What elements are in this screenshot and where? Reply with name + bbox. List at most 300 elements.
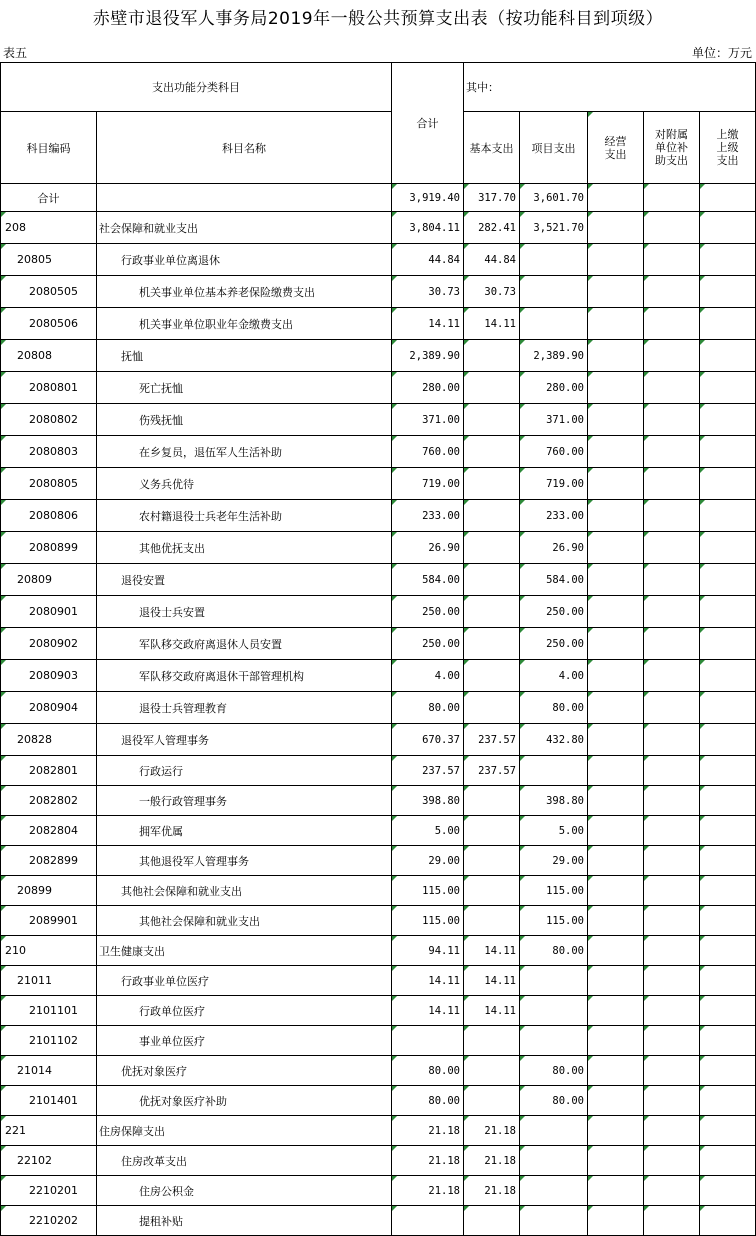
total-cell: 250.00 (392, 628, 464, 660)
project-cell: 719.00 (520, 468, 588, 500)
table-row (1, 846, 756, 876)
name-cell: 优抚对象医疗补助 (97, 1086, 392, 1116)
project-cell (520, 1176, 588, 1206)
table-row (1, 906, 756, 936)
table-row (1, 756, 756, 786)
subsidy-cell (644, 244, 700, 276)
table-row (1, 724, 756, 756)
name-cell: 退役军人管理事务 (97, 724, 392, 756)
total-cell: 29.00 (392, 846, 464, 876)
operating-cell (588, 936, 644, 966)
upper-cell (700, 340, 756, 372)
operating-cell (588, 308, 644, 340)
project-cell: 250.00 (520, 596, 588, 628)
operating-cell (588, 692, 644, 724)
name-cell: 机关事业单位基本养老保险缴费支出 (97, 276, 392, 308)
subsidy-cell (644, 1176, 700, 1206)
code-cell: 2080901 (1, 596, 97, 628)
code-cell: 2080803 (1, 436, 97, 468)
name-cell: 其他社会保障和就业支出 (97, 876, 392, 906)
subsidy-cell (644, 628, 700, 660)
table-row (1, 628, 756, 660)
upper-cell (700, 212, 756, 244)
subsidy-cell (644, 532, 700, 564)
basic-cell (464, 404, 520, 436)
code-cell: 2101101 (1, 996, 97, 1026)
basic-cell (464, 692, 520, 724)
upper-cell (700, 1086, 756, 1116)
project-cell (520, 996, 588, 1026)
operating-cell (588, 1026, 644, 1056)
upper-cell (700, 244, 756, 276)
table-row (1, 1146, 756, 1176)
operating-cell (588, 596, 644, 628)
project-cell: 80.00 (520, 936, 588, 966)
upper-cell (700, 816, 756, 846)
operating-cell (588, 404, 644, 436)
code-cell: 221 (1, 1116, 97, 1146)
basic-cell (464, 846, 520, 876)
operating-cell (588, 244, 644, 276)
total-cell: 30.73 (392, 276, 464, 308)
subsidy-cell (644, 1116, 700, 1146)
code-cell: 2082804 (1, 816, 97, 846)
upper-cell (700, 1116, 756, 1146)
of-which-header: 其中： (464, 63, 756, 112)
upper-cell (700, 372, 756, 404)
upper-cell (700, 936, 756, 966)
code-cell: 2080899 (1, 532, 97, 564)
table-row (1, 244, 756, 276)
basic-cell: 14.11 (464, 936, 520, 966)
operating-cell (588, 966, 644, 996)
project-cell: 398.80 (520, 786, 588, 816)
project-cell: 432.80 (520, 724, 588, 756)
code-cell: 20828 (1, 724, 97, 756)
basic-cell: 317.70 (464, 184, 520, 212)
name-cell: 伤残抚恤 (97, 404, 392, 436)
project-cell (520, 756, 588, 786)
project-cell: 760.00 (520, 436, 588, 468)
total-cell: 80.00 (392, 1056, 464, 1086)
upper-cell (700, 596, 756, 628)
name-cell: 军队移交政府离退休干部管理机构 (97, 660, 392, 692)
subsidy-cell (644, 564, 700, 596)
upper-cell (700, 724, 756, 756)
total-cell: 14.11 (392, 996, 464, 1026)
project-cell: 5.00 (520, 816, 588, 846)
name-cell: 行政运行 (97, 756, 392, 786)
upper-cell (700, 692, 756, 724)
upper-cell (700, 846, 756, 876)
basic-cell (464, 532, 520, 564)
name-cell: 住房保障支出 (97, 1116, 392, 1146)
total-cell: 670.37 (392, 724, 464, 756)
basic-cell: 282.41 (464, 212, 520, 244)
subsidy-cell (644, 966, 700, 996)
subsidy-cell (644, 786, 700, 816)
code-cell: 2080902 (1, 628, 97, 660)
upper-cell (700, 1056, 756, 1086)
code-cell: 2210201 (1, 1176, 97, 1206)
table-row (1, 340, 756, 372)
total-cell: 115.00 (392, 876, 464, 906)
total-cell: 80.00 (392, 1086, 464, 1116)
code-cell: 2080802 (1, 404, 97, 436)
table-row (1, 660, 756, 692)
code-cell: 2089901 (1, 906, 97, 936)
total-cell: 2,389.90 (392, 340, 464, 372)
operating-cell (588, 184, 644, 212)
name-cell: 住房公积金 (97, 1176, 392, 1206)
basic-cell: 14.11 (464, 996, 520, 1026)
code-cell: 2080506 (1, 308, 97, 340)
operating-cell (588, 212, 644, 244)
name-cell: 机关事业单位职业年金缴费支出 (97, 308, 392, 340)
basic-cell: 14.11 (464, 308, 520, 340)
total-cell: 14.11 (392, 966, 464, 996)
basic-cell (464, 436, 520, 468)
operating-cell (588, 876, 644, 906)
basic-cell (464, 1206, 520, 1236)
project-cell (520, 308, 588, 340)
total-cell (392, 1206, 464, 1236)
name-cell: 拥军优属 (97, 816, 392, 846)
subsidy-cell (644, 1206, 700, 1236)
table-number: 表五 (3, 46, 28, 60)
subsidy-cell (644, 276, 700, 308)
total-cell: 26.90 (392, 532, 464, 564)
upper-cell (700, 532, 756, 564)
total-cell: 250.00 (392, 596, 464, 628)
operating-cell (588, 846, 644, 876)
total-cell: 5.00 (392, 816, 464, 846)
basic-cell: 21.18 (464, 1116, 520, 1146)
name-cell: 农村籍退役士兵老年生活补助 (97, 500, 392, 532)
code-cell: 2082802 (1, 786, 97, 816)
project-cell: 80.00 (520, 1086, 588, 1116)
subsidy-cell (644, 756, 700, 786)
upper-cell (700, 500, 756, 532)
code-cell: 2080801 (1, 372, 97, 404)
subsidy-cell (644, 596, 700, 628)
code-cell: 合计 (1, 184, 97, 212)
basic-cell (464, 500, 520, 532)
project-cell (520, 1026, 588, 1056)
unit-label: 单位：万元 (691, 46, 752, 60)
name-cell: 行政事业单位离退休 (97, 244, 392, 276)
code-cell: 20805 (1, 244, 97, 276)
name-cell: 行政事业单位医疗 (97, 966, 392, 996)
subsidy-cell (644, 500, 700, 532)
code-cell: 2082899 (1, 846, 97, 876)
code-cell: 2101401 (1, 1086, 97, 1116)
basic-cell (464, 1056, 520, 1086)
basic-cell: 44.84 (464, 244, 520, 276)
table-row (1, 468, 756, 500)
name-cell: 住房改革支出 (97, 1146, 392, 1176)
upper-cell (700, 404, 756, 436)
table-row (1, 1026, 756, 1056)
code-cell: 2101102 (1, 1026, 97, 1056)
upper-cell (700, 756, 756, 786)
total-cell: 80.00 (392, 692, 464, 724)
project-cell: 371.00 (520, 404, 588, 436)
subsidy-cell (644, 692, 700, 724)
table-row (1, 596, 756, 628)
table-row (1, 1206, 756, 1236)
upper-cell (700, 786, 756, 816)
basic-cell (464, 816, 520, 846)
table-row (1, 876, 756, 906)
project-cell: 80.00 (520, 692, 588, 724)
name-cell: 抚恤 (97, 340, 392, 372)
subsidy-cell (644, 212, 700, 244)
upper-cell (700, 436, 756, 468)
name-cell: 其他退役军人管理事务 (97, 846, 392, 876)
subsidy-cell (644, 1026, 700, 1056)
code-cell: 21011 (1, 966, 97, 996)
code-cell: 210 (1, 936, 97, 966)
total-cell: 233.00 (392, 500, 464, 532)
subsidy-cell (644, 1086, 700, 1116)
basic-cell (464, 564, 520, 596)
basic-cell: 237.57 (464, 756, 520, 786)
operating-cell (588, 276, 644, 308)
operating-cell (588, 564, 644, 596)
operating-cell (588, 1146, 644, 1176)
total-cell: 3,919.40 (392, 184, 464, 212)
name-cell: 在乡复员，退伍军人生活补助 (97, 436, 392, 468)
budget-table (0, 62, 756, 1236)
table-row (1, 1086, 756, 1116)
code-header: 科目编码 (1, 112, 97, 184)
total-cell: 94.11 (392, 936, 464, 966)
operating-cell (588, 756, 644, 786)
project-cell: 250.00 (520, 628, 588, 660)
basic-cell: 30.73 (464, 276, 520, 308)
total-cell: 21.18 (392, 1176, 464, 1206)
table-row (1, 212, 756, 244)
basic-cell (464, 786, 520, 816)
name-cell: 退役士兵安置 (97, 596, 392, 628)
project-header: 项目支出 (520, 112, 588, 184)
operating-cell (588, 436, 644, 468)
name-cell: 提租补贴 (97, 1206, 392, 1236)
subsidy-cell (644, 184, 700, 212)
table-row (1, 786, 756, 816)
project-cell: 115.00 (520, 876, 588, 906)
operating-cell (588, 1086, 644, 1116)
operating-cell (588, 724, 644, 756)
upper-cell (700, 1206, 756, 1236)
table-row (1, 308, 756, 340)
name-cell: 社会保障和就业支出 (97, 212, 392, 244)
table-row (1, 1116, 756, 1146)
total-cell: 237.57 (392, 756, 464, 786)
code-cell: 22102 (1, 1146, 97, 1176)
operating-header: 经营支出 (588, 112, 644, 184)
subsidy-cell (644, 846, 700, 876)
code-cell: 20808 (1, 340, 97, 372)
subsidy-cell (644, 468, 700, 500)
basic-cell: 237.57 (464, 724, 520, 756)
name-cell (97, 184, 392, 212)
total-cell: 21.18 (392, 1146, 464, 1176)
operating-cell (588, 468, 644, 500)
operating-cell (588, 906, 644, 936)
name-cell: 卫生健康支出 (97, 936, 392, 966)
name-cell: 其他社会保障和就业支出 (97, 906, 392, 936)
project-cell: 584.00 (520, 564, 588, 596)
upper-cell (700, 996, 756, 1026)
name-cell: 军队移交政府离退休人员安置 (97, 628, 392, 660)
code-cell: 2080505 (1, 276, 97, 308)
subsidy-cell (644, 372, 700, 404)
table-row (1, 184, 756, 212)
name-cell: 死亡抚恤 (97, 372, 392, 404)
table-row (1, 276, 756, 308)
name-cell: 其他优抚支出 (97, 532, 392, 564)
total-cell (392, 1026, 464, 1056)
total-cell: 21.18 (392, 1116, 464, 1146)
total-cell: 371.00 (392, 404, 464, 436)
subsidy-cell (644, 996, 700, 1026)
code-cell: 2080806 (1, 500, 97, 532)
table-row (1, 500, 756, 532)
subsidy-cell (644, 340, 700, 372)
basic-cell (464, 906, 520, 936)
upper-cell (700, 1146, 756, 1176)
name-cell: 义务兵优待 (97, 468, 392, 500)
basic-cell (464, 660, 520, 692)
total-cell: 4.00 (392, 660, 464, 692)
table-row (1, 1176, 756, 1206)
code-cell: 21014 (1, 1056, 97, 1086)
operating-cell (588, 372, 644, 404)
operating-cell (588, 532, 644, 564)
subsidy-cell (644, 308, 700, 340)
code-cell: 208 (1, 212, 97, 244)
basic-cell (464, 372, 520, 404)
operating-cell (588, 500, 644, 532)
project-cell (520, 1146, 588, 1176)
total-cell: 3,804.11 (392, 212, 464, 244)
name-cell: 退役士兵管理教育 (97, 692, 392, 724)
basic-cell (464, 1026, 520, 1056)
upper-cell (700, 468, 756, 500)
table-row (1, 1056, 756, 1086)
table-row (1, 436, 756, 468)
project-cell: 4.00 (520, 660, 588, 692)
basic-cell (464, 596, 520, 628)
subsidy-cell (644, 816, 700, 846)
operating-cell (588, 660, 644, 692)
name-cell: 退役安置 (97, 564, 392, 596)
project-cell (520, 1206, 588, 1236)
subsidy-cell (644, 724, 700, 756)
operating-cell (588, 340, 644, 372)
project-cell (520, 276, 588, 308)
project-cell: 26.90 (520, 532, 588, 564)
upper-cell (700, 906, 756, 936)
table-row (1, 532, 756, 564)
upper-cell (700, 308, 756, 340)
table-row (1, 372, 756, 404)
upper-cell (700, 1026, 756, 1056)
table-row (1, 692, 756, 724)
upper-cell (700, 184, 756, 212)
code-cell: 20899 (1, 876, 97, 906)
table-row (1, 404, 756, 436)
project-cell: 29.00 (520, 846, 588, 876)
total-cell: 44.84 (392, 244, 464, 276)
subsidy-header: 对附属单位补助支出 (644, 112, 700, 184)
name-header: 科目名称 (97, 112, 392, 184)
basic-cell (464, 628, 520, 660)
table-row (1, 816, 756, 846)
code-cell: 20809 (1, 564, 97, 596)
table-row (1, 936, 756, 966)
operating-cell (588, 1116, 644, 1146)
total-cell: 115.00 (392, 906, 464, 936)
code-cell: 2080903 (1, 660, 97, 692)
basic-header: 基本支出 (464, 112, 520, 184)
code-cell: 2080805 (1, 468, 97, 500)
code-cell: 2210202 (1, 1206, 97, 1236)
subsidy-cell (644, 936, 700, 966)
subsidy-cell (644, 876, 700, 906)
operating-cell (588, 816, 644, 846)
name-cell: 事业单位医疗 (97, 1026, 392, 1056)
subsidy-cell (644, 906, 700, 936)
subsidy-cell (644, 436, 700, 468)
total-cell: 14.11 (392, 308, 464, 340)
category-header: 支出功能分类科目 (1, 63, 392, 112)
operating-cell (588, 1056, 644, 1086)
project-cell: 3,521.70 (520, 212, 588, 244)
operating-cell (588, 628, 644, 660)
project-cell: 2,389.90 (520, 340, 588, 372)
basic-cell (464, 340, 520, 372)
name-cell: 一般行政管理事务 (97, 786, 392, 816)
upper-cell (700, 876, 756, 906)
upper-cell (700, 966, 756, 996)
upper-cell (700, 276, 756, 308)
table-row (1, 966, 756, 996)
table-row (1, 996, 756, 1026)
upper-cell (700, 660, 756, 692)
project-cell: 280.00 (520, 372, 588, 404)
name-cell: 优抚对象医疗 (97, 1056, 392, 1086)
total-cell: 584.00 (392, 564, 464, 596)
upper-header: 上缴上级支出 (700, 112, 756, 184)
page-title: 赤壁市退役军人事务局2019年一般公共预算支出表（按功能科目到项级） (92, 9, 664, 29)
basic-cell: 21.18 (464, 1146, 520, 1176)
upper-cell (700, 628, 756, 660)
total-cell: 280.00 (392, 372, 464, 404)
basic-cell (464, 468, 520, 500)
project-cell (520, 966, 588, 996)
project-cell: 80.00 (520, 1056, 588, 1086)
total-cell: 719.00 (392, 468, 464, 500)
upper-cell (700, 564, 756, 596)
project-cell: 115.00 (520, 906, 588, 936)
operating-cell (588, 786, 644, 816)
total-cell: 398.80 (392, 786, 464, 816)
total-header: 合计 (392, 63, 464, 184)
table-row (1, 564, 756, 596)
